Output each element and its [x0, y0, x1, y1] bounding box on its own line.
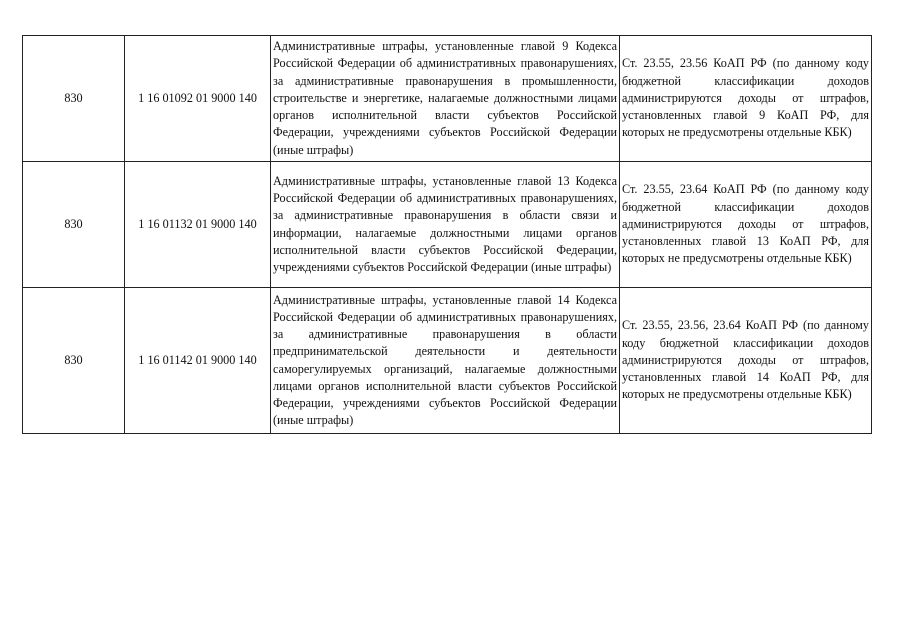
legal-article-cell: Ст. 23.55, 23.64 КоАП РФ (по данному коду бюджетной классификации доходов администрируются доходы от штрафов, установленных главой 13 КоАП РФ, для которых не предусмотрены отдельные КБК) — [620, 162, 872, 288]
table-row — [23, 36, 872, 162]
table-row — [23, 288, 872, 434]
admin-code-cell: 830 — [23, 36, 125, 162]
table-row — [23, 162, 872, 288]
kbk-code-cell: 1 16 01142 01 9000 140 — [125, 288, 271, 434]
legal-article-cell: Ст. 23.55, 23.56 КоАП РФ (по данному коду бюджетной классификации доходов администрируются доходы от штрафов, установленных главой 9 КоАП РФ, для которых не предусмотрены отдельные КБК) — [620, 36, 872, 162]
admin-code-cell: 830 — [23, 162, 125, 288]
legal-article-cell: Ст. 23.55, 23.56, 23.64 КоАП РФ (по данному коду бюджетной классификации доходов администрируются доходы от штрафов, установленных главой 14 КоАП РФ, для которых не предусмотрены отдельные КБК) — [620, 288, 872, 434]
fine-description-cell: Административные штрафы, установленные главой 13 Кодекса Российской Федерации об административных правонарушениях, за административные правонарушения в области связи и информации, налагаемые должностными лицами органов исполнительной власти субъектов Российской Федерации, учреждениями субъектов Российской Федерации (иные штрафы) — [271, 162, 620, 288]
fines-table — [22, 35, 872, 434]
kbk-code-cell: 1 16 01132 01 9000 140 — [125, 162, 271, 288]
fine-description-cell: Административные штрафы, установленные главой 9 Кодекса Российской Федерации об административных правонарушениях, за административные правонарушения в промышленности, строительстве и энергетике, налагаемые должностными лицами органов исполнительной власти субъектов Российской Федерации, учреждениями субъектов Российской Федерации (иные штрафы) — [271, 36, 620, 162]
kbk-code-cell: 1 16 01092 01 9000 140 — [125, 36, 271, 162]
admin-code-cell: 830 — [23, 288, 125, 434]
fine-description-cell: Административные штрафы, установленные главой 14 Кодекса Российской Федерации об административных правонарушениях, за административные правонарушения в области предпринимательской деятельности и деятельности саморегулируемых организаций, налагаемые должностными лицами органов исполнительной власти субъектов Российской Федерации, учреждениями субъектов Российской Федерации (иные штрафы) — [271, 288, 620, 434]
